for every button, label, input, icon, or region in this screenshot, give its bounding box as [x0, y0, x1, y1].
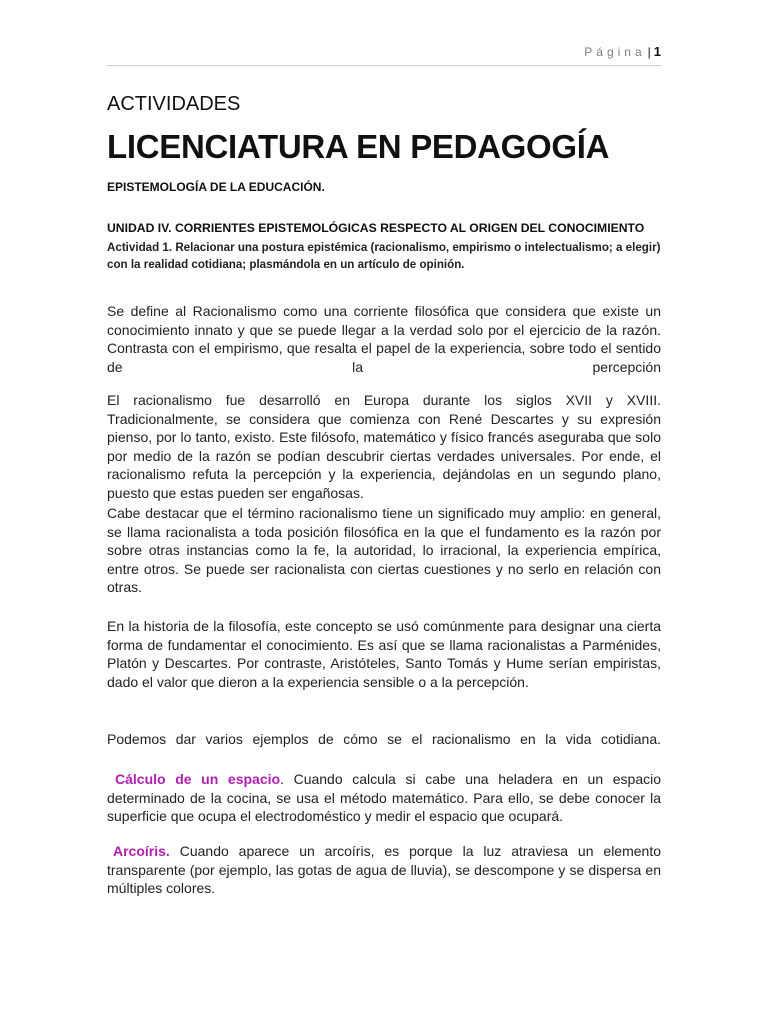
paragraph-meaning: Cabe destacar que el término racionalismo tiene un significado muy amplio: en general, se llama racionalista a toda posición filosófica en la que el fundamento es la razón por sobre otras instancias como la fe, la autoridad, lo irracional, la experiencia empírica, entre otros. Se puede ser racionalista con ciertas cuestiones y no serlo en relación con otras. [107, 505, 661, 595]
paragraph-examples-intro: Podemos dar varios ejemplos de cómo se el racionalismo en la vida cotidiana. [107, 731, 661, 747]
header-rule [107, 65, 661, 66]
example-term: Arcoíris. [113, 843, 170, 859]
unit-heading: UNIDAD IV. CORRIENTES EPISTEMOLÓGICAS RESPECTO AL ORIGEN DEL CONOCIMIENTO [107, 221, 645, 235]
page-word: Página [584, 45, 646, 59]
example-item [107, 842, 661, 898]
document-title: LICENCIATURA EN PEDAGOGÍA [107, 128, 610, 165]
page-number: 1 [653, 44, 661, 59]
subject-heading: EPISTEMOLOGÍA DE LA EDUCACIÓN. [107, 180, 325, 194]
paragraph-definition: Se define al Racionalismo como una corriente filosófica que considera que existe un conocimiento innato y que se puede llegar a la verdad solo por el ejercicio de la razón. Contrasta con el empirismo, que resalta el papel de la experiencia, sobre todo el sentido de la percepción [107, 303, 661, 375]
document-page [107, 0, 661, 1024]
activities-label: ACTIVIDADES [107, 93, 241, 115]
example-text: Cuando aparece un arcoíris, es porque la luz atraviesa un elemento transparente (por ejemplo, las gotas de agua de lluvia), se descompone y se dispersa en múltiples colores. [107, 843, 661, 896]
page-header [584, 44, 661, 59]
task-description [107, 239, 661, 273]
example-item [107, 770, 661, 826]
page-separator: | [647, 45, 651, 59]
task-label: Actividad 1. [107, 241, 173, 254]
task-text: Relacionar una postura epistémica (racionalismo, empirismo o intelectualismo; a elegir) con la realidad cotidiana; plasmándola en un artículo de opinión. [107, 241, 661, 271]
example-term: Cálculo de un espacio [115, 771, 281, 787]
example-text: . Cuando calcula si cabe una heladera en un espacio determinado de la cocina, se usa el método matemático. Para ello, se debe conocer la superficie que ocupa el electrodoméstico y medir el espacio que ocupará. [107, 771, 661, 824]
paragraph-philosophy: En la historia de la filosofía, este concepto se usó comúnmente para designar una cierta forma de fundamentar el conocimiento. Es así que se llama racionalistas a Parménides, Platón y Descartes. Por contraste, Aristóteles, Santo Tomás y Hume serían empiristas, dado el valor que dieron a la experiencia sensible o a la percepción. [107, 618, 661, 690]
paragraph-history: El racionalismo fue desarrolló en Europa durante los siglos XVII y XVIII. Tradicionalmente, se considera que comienza con René Descartes y su expresión pienso, por lo tanto, existo. Este filósofo, matemático y físico francés aseguraba que solo por medio de la razón se podían descubrir ciertas verdades universales. Por ende, el racionalismo refuta la percepción y la experiencia, dejándolas en un segundo plano, puesto que estas pueden ser engañosas. [107, 392, 661, 501]
